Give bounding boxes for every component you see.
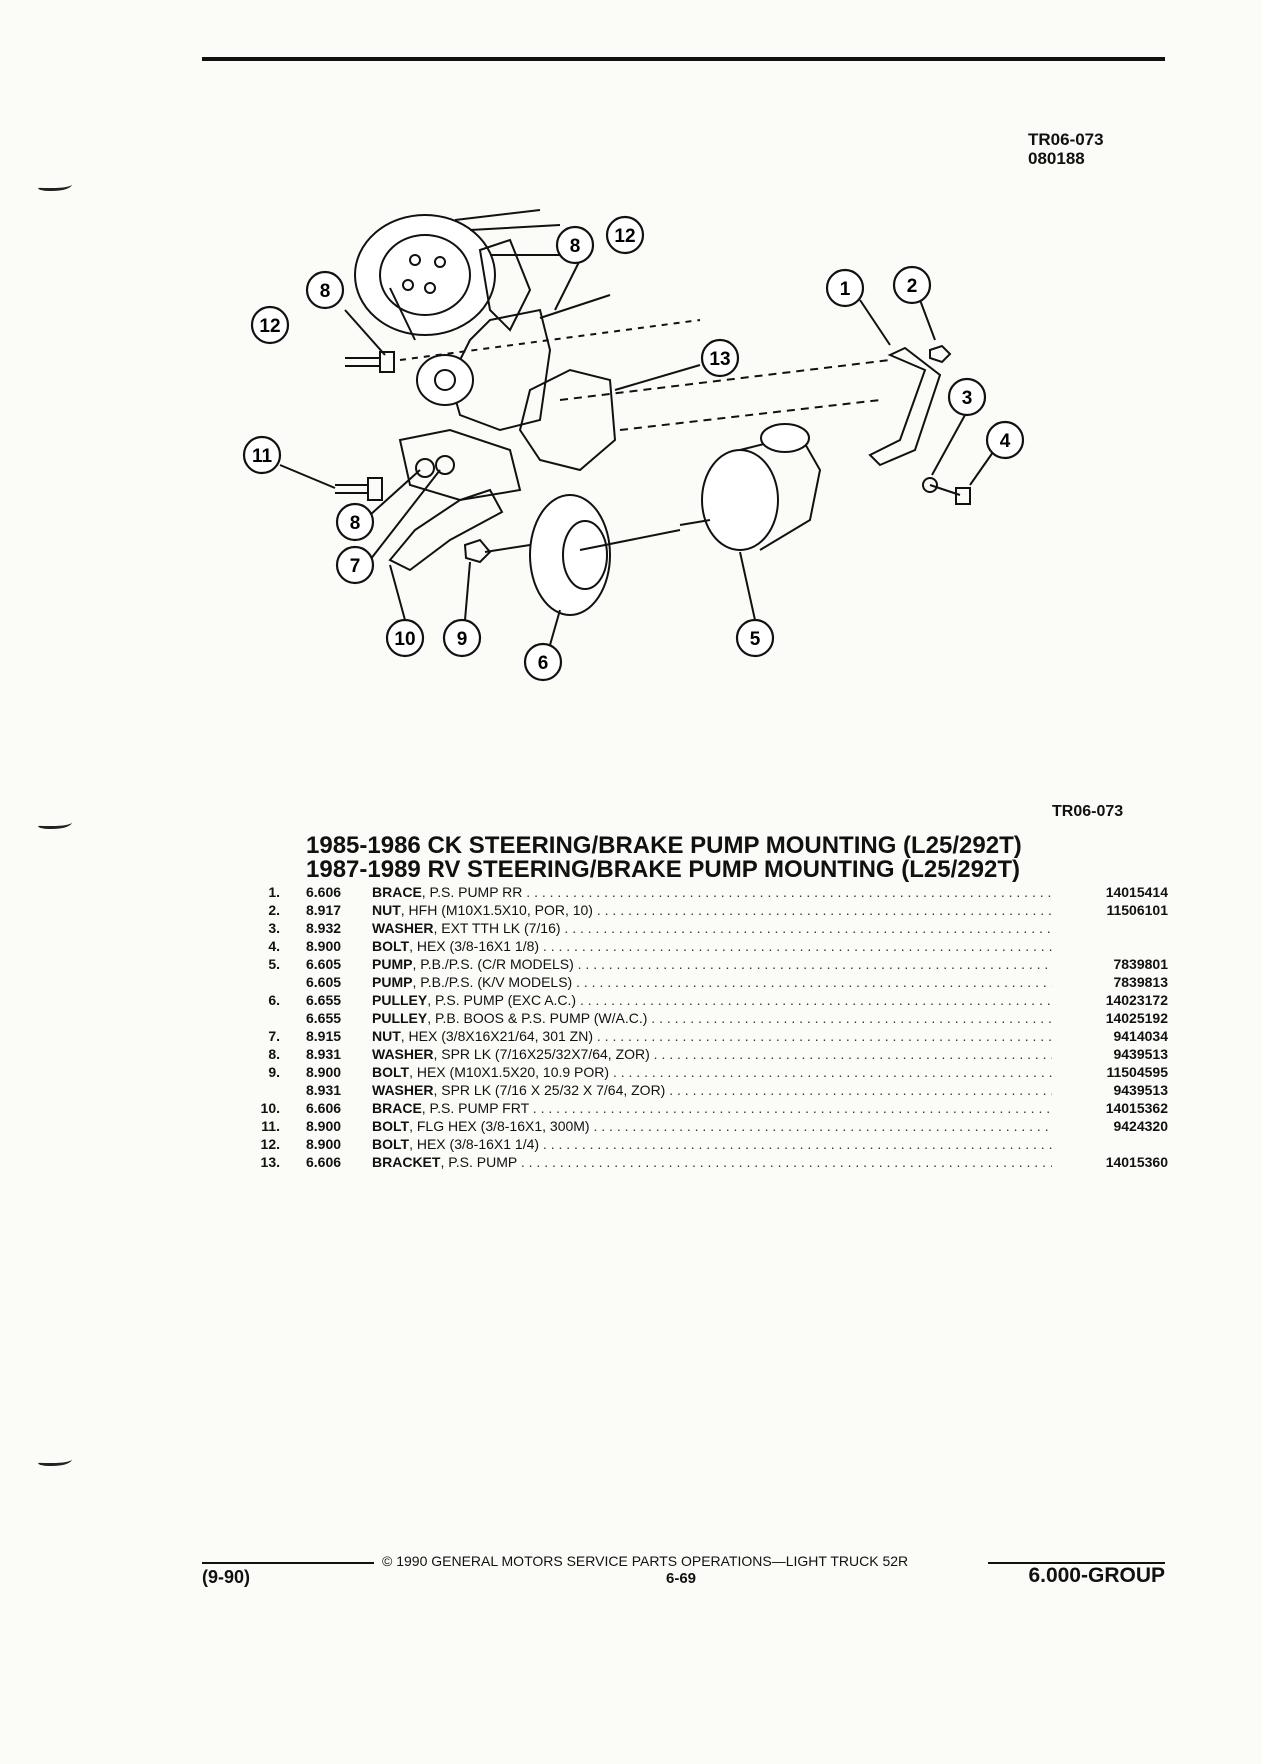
part-spec: , SPR LK (7/16X25/32X7/64, ZOR) xyxy=(433,1046,650,1062)
part-description xyxy=(372,1135,1052,1153)
part-spec: , P.S. PUMP xyxy=(440,1154,517,1170)
svg-text:12: 12 xyxy=(614,226,636,247)
group-number: 6.605 xyxy=(306,974,342,990)
group-number: 8.900 xyxy=(306,1136,342,1152)
group-number: 6.655 xyxy=(306,1010,342,1026)
svg-text:2: 2 xyxy=(906,276,918,297)
item-number: 10. xyxy=(260,1100,280,1116)
callout-4 xyxy=(987,422,1023,458)
binder-mark xyxy=(38,1455,72,1466)
part-name: BOLT xyxy=(372,1064,410,1080)
part-spec: , FLG HEX (3/8-16X1, 300M) xyxy=(409,1118,590,1134)
item-number: 1. xyxy=(268,884,280,900)
figure-date-code: 080188 xyxy=(1028,149,1085,168)
part-name: WASHER xyxy=(372,920,434,936)
part-description xyxy=(372,1045,1052,1063)
item-number: 11. xyxy=(261,1118,280,1134)
svg-text:7: 7 xyxy=(349,556,361,577)
part-description xyxy=(372,883,1052,901)
svg-text:8: 8 xyxy=(319,281,331,302)
exploded-diagram xyxy=(240,200,1140,760)
washer-8 xyxy=(416,459,434,477)
part-description xyxy=(372,901,1052,919)
parts-row xyxy=(228,1027,1168,1045)
part-number: 14015362 xyxy=(1105,1100,1168,1116)
item-number: 5. xyxy=(268,956,280,972)
callout-8b xyxy=(557,227,593,263)
svg-text:13: 13 xyxy=(709,349,731,370)
footer-rule-left xyxy=(202,1562,374,1564)
figure-ref: TR06-073 xyxy=(1052,803,1124,820)
parts-list xyxy=(228,883,1168,1171)
svg-text:5: 5 xyxy=(749,629,761,650)
callout-10 xyxy=(387,620,423,656)
part-spec: , P.S. PUMP (EXC A.C.) xyxy=(427,992,577,1008)
engine-pulley xyxy=(355,210,570,335)
part-number: 14015360 xyxy=(1105,1154,1168,1170)
footer-group: 6.000-GROUP xyxy=(1028,1564,1165,1587)
page-number: 6-69 xyxy=(666,1570,697,1587)
group-number: 6.606 xyxy=(306,884,342,900)
item-number: 8. xyxy=(268,1046,280,1062)
part-spec: , P.B./P.S. (K/V MODELS) xyxy=(412,974,573,990)
part-spec: , P.B. BOOS & P.S. PUMP (W/A.C.) xyxy=(427,1010,648,1026)
bracket-13 xyxy=(520,370,615,470)
callout-6 xyxy=(525,644,561,680)
binder-mark xyxy=(38,180,72,191)
part-name: BOLT xyxy=(372,1136,410,1152)
top-rule xyxy=(202,57,1165,61)
group-number: 8.932 xyxy=(306,920,342,936)
svg-text:11: 11 xyxy=(251,446,273,467)
group-number: 6.605 xyxy=(306,956,342,972)
bolt-11 xyxy=(335,478,382,500)
bolt-4 xyxy=(930,485,970,504)
svg-text:8: 8 xyxy=(569,236,581,257)
part-number: 7839813 xyxy=(1113,974,1168,990)
figure-code: TR06-073 xyxy=(1028,130,1104,149)
parts-row xyxy=(228,1009,1168,1027)
page-title xyxy=(306,834,1022,882)
part-number: 14015414 xyxy=(1105,884,1168,900)
parts-row xyxy=(228,991,1168,1009)
parts-row xyxy=(228,973,1168,991)
part-name: NUT xyxy=(372,902,401,918)
svg-text:10: 10 xyxy=(394,629,416,650)
svg-text:9: 9 xyxy=(456,629,468,650)
parts-row xyxy=(228,1117,1168,1135)
part-description xyxy=(372,1063,1052,1081)
part-name: NUT xyxy=(372,1028,401,1044)
part-name: WASHER xyxy=(372,1046,434,1062)
item-number: 12. xyxy=(260,1136,280,1152)
callout-2 xyxy=(894,267,930,303)
svg-text:4: 4 xyxy=(999,431,1011,452)
svg-text:6: 6 xyxy=(537,653,549,674)
group-number: 8.931 xyxy=(306,1082,342,1098)
item-number: 7. xyxy=(268,1028,280,1044)
part-description xyxy=(372,1099,1052,1117)
part-description xyxy=(372,1027,1052,1045)
part-name: PULLEY xyxy=(372,992,428,1008)
part-description xyxy=(372,973,1052,991)
part-number: 7839801 xyxy=(1113,956,1168,972)
footer-date: (9-90) xyxy=(202,1567,251,1587)
footer-copyright: © 1990 GENERAL MOTORS SERVICE PARTS OPERATIONS—LIGHT TRUCK 52R xyxy=(382,1553,909,1569)
part-spec: , HEX (3/8-16X1 1/8) xyxy=(409,938,540,954)
title-line-1: 1985-1986 CK STEERING/BRAKE PUMP MOUNTING (L25/292T) xyxy=(306,832,1022,859)
part-spec: , P.S. PUMP RR xyxy=(421,884,523,900)
brace-1 xyxy=(870,348,940,465)
part-description xyxy=(372,937,1052,955)
parts-row xyxy=(228,937,1168,955)
part-spec: , P.B./P.S. (C/R MODELS) xyxy=(412,956,574,972)
item-number: 2. xyxy=(268,902,280,918)
callout-3 xyxy=(949,379,985,415)
part-number: 14023172 xyxy=(1105,992,1168,1008)
parts-row xyxy=(228,1099,1168,1117)
callout-5 xyxy=(737,620,773,656)
part-name: PULLEY xyxy=(372,1010,428,1026)
part-number: 14025192 xyxy=(1105,1010,1168,1026)
part-name: BOLT xyxy=(372,938,410,954)
part-name: PUMP xyxy=(372,974,413,990)
part-spec: , EXT TTH LK (7/16) xyxy=(433,920,561,936)
item-number: 9. xyxy=(268,1064,280,1080)
part-description xyxy=(372,1009,1052,1027)
callout-8a xyxy=(307,272,343,308)
svg-text:12: 12 xyxy=(259,316,281,337)
pump-5 xyxy=(680,424,820,550)
figure-code-block xyxy=(1028,130,1104,168)
part-spec: , HEX (3/8X16X21/64, 301 ZN) xyxy=(400,1028,593,1044)
callout-12b xyxy=(607,217,643,253)
group-number: 8.900 xyxy=(306,1064,342,1080)
part-description xyxy=(372,1081,1052,1099)
part-spec: , P.S. PUMP FRT xyxy=(421,1100,529,1116)
item-number: 4. xyxy=(268,938,280,954)
parts-row xyxy=(228,1135,1168,1153)
group-number: 8.915 xyxy=(306,1028,342,1044)
part-name: PUMP xyxy=(372,956,413,972)
group-number: 8.900 xyxy=(306,938,342,954)
part-name: WASHER xyxy=(372,1082,434,1098)
group-number: 8.900 xyxy=(306,1118,342,1134)
part-description xyxy=(372,991,1052,1009)
part-spec: , HFH (M10X1.5X10, POR, 10) xyxy=(400,902,593,918)
pulley-6 xyxy=(530,495,680,615)
item-number: 3. xyxy=(268,920,280,936)
part-number: 11506101 xyxy=(1106,902,1168,918)
group-number: 6.606 xyxy=(306,1154,342,1170)
binder-mark xyxy=(38,818,72,829)
part-number: 9439513 xyxy=(1113,1082,1168,1098)
parts-row xyxy=(228,1153,1168,1171)
bolt-9 xyxy=(465,540,530,562)
part-description xyxy=(372,919,1052,937)
part-name: BRACE xyxy=(372,1100,422,1116)
callout-8c xyxy=(337,504,373,540)
callout-12a xyxy=(252,307,288,343)
part-spec: , HEX (M10X1.5X20, 10.9 POR) xyxy=(409,1064,610,1080)
parts-row xyxy=(228,1045,1168,1063)
callout-1 xyxy=(827,270,863,306)
part-name: BRACKET xyxy=(372,1154,441,1170)
svg-text:8: 8 xyxy=(349,513,361,534)
part-name: BRACE xyxy=(372,884,422,900)
group-number: 6.655 xyxy=(306,992,342,1008)
bolt-12-left xyxy=(345,352,394,372)
part-number: 9414034 xyxy=(1113,1028,1168,1044)
parts-row xyxy=(228,1081,1168,1099)
parts-row xyxy=(228,919,1168,937)
callout-11 xyxy=(244,437,280,473)
parts-row xyxy=(228,955,1168,973)
parts-row xyxy=(228,901,1168,919)
part-spec: , HEX (3/8-16X1 1/4) xyxy=(409,1136,540,1152)
part-number: 9424320 xyxy=(1113,1118,1168,1134)
group-number: 8.931 xyxy=(306,1046,342,1062)
item-number: 13. xyxy=(260,1154,280,1170)
callout-7 xyxy=(337,547,373,583)
svg-text:1: 1 xyxy=(839,279,851,300)
parts-row xyxy=(228,1063,1168,1081)
title-line-2: 1987-1989 RV STEERING/BRAKE PUMP MOUNTING (L25/292T) xyxy=(306,856,1020,883)
part-number: 9439513 xyxy=(1113,1046,1168,1062)
part-spec: , SPR LK (7/16 X 25/32 X 7/64, ZOR) xyxy=(433,1082,666,1098)
part-description xyxy=(372,1153,1052,1171)
group-number: 6.606 xyxy=(306,1100,342,1116)
part-name: BOLT xyxy=(372,1118,410,1134)
item-number: 6. xyxy=(268,992,280,1008)
parts-row xyxy=(228,883,1168,901)
callout-13 xyxy=(702,340,738,376)
group-number: 8.917 xyxy=(306,902,342,918)
svg-text:3: 3 xyxy=(961,388,973,409)
callout-9 xyxy=(444,620,480,656)
nut-2 xyxy=(930,346,950,362)
part-number: 11504595 xyxy=(1106,1064,1168,1080)
part-description xyxy=(372,955,1052,973)
part-description xyxy=(372,1117,1052,1135)
